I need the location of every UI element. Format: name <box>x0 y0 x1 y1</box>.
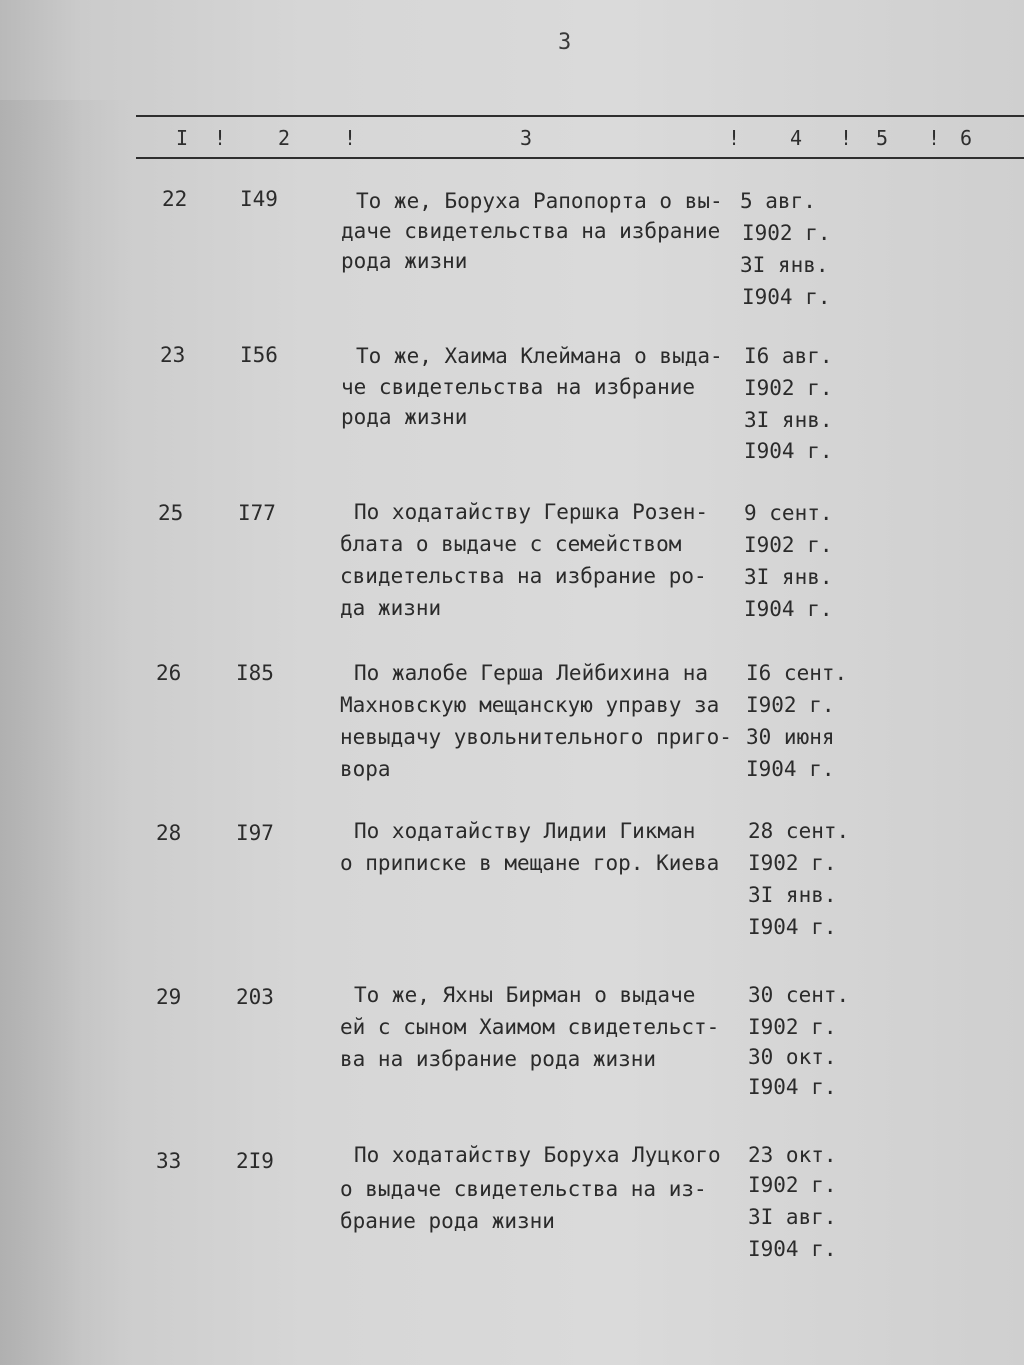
date-line: I904 г. <box>742 285 831 309</box>
file-number: I49 <box>240 187 278 211</box>
table-header-top-rule <box>136 115 1024 117</box>
row-number: 29 <box>156 985 182 1009</box>
date-line: 28 сент. <box>748 819 850 843</box>
date-line: I6 сент. <box>746 661 848 685</box>
header-separator: ! <box>928 126 941 150</box>
date-line: I904 г. <box>746 757 835 781</box>
row-number: 33 <box>156 1149 182 1173</box>
page-number: 3 <box>558 30 572 55</box>
description-line: блата о выдаче с семейством <box>340 532 682 556</box>
date-line: I902 г. <box>744 376 833 400</box>
description-line: о выдаче свидетельства на из- <box>340 1177 707 1201</box>
row-number: 26 <box>156 661 182 685</box>
row-number: 23 <box>160 343 186 367</box>
description-line: рода жизни <box>341 405 468 429</box>
header-col-3: 3 <box>520 126 533 150</box>
row-number: 28 <box>156 821 182 845</box>
description-line: По ходатайству Лидии Гикман <box>354 819 696 843</box>
date-line: I902 г. <box>744 533 833 557</box>
description-line: вора <box>340 757 391 781</box>
description-line: брание рода жизни <box>340 1209 555 1233</box>
description-line: По ходатайству Гершка Розен- <box>354 500 709 524</box>
file-number: 2I9 <box>236 1149 274 1173</box>
header-separator: ! <box>344 126 357 150</box>
description-line: свидетельства на избрание ро- <box>340 564 707 588</box>
date-line: 30 окт. <box>748 1045 837 1069</box>
header-col-2: 2 <box>278 126 291 150</box>
file-number: I56 <box>240 343 278 367</box>
file-number: I97 <box>236 821 274 845</box>
description-line: даче свидетельства на избрание <box>341 219 721 243</box>
description-line: То же, Яхны Бирман о выдаче <box>354 983 696 1007</box>
description-line: невыдачу увольнительного приго- <box>340 725 732 749</box>
date-line: I904 г. <box>744 597 833 621</box>
description-line: То же, Хаима Клеймана о выда- <box>356 344 723 368</box>
date-line: 3I янв. <box>744 408 833 432</box>
header-col-4: 4 <box>790 126 803 150</box>
row-number: 25 <box>158 501 184 525</box>
header-separator: ! <box>214 126 227 150</box>
date-line: 3I янв. <box>744 565 833 589</box>
description-line: По ходатайству Боруха Луцкого <box>354 1143 721 1167</box>
file-number: 203 <box>236 985 274 1009</box>
description-line: ва на избрание рода жизни <box>340 1047 657 1071</box>
date-line: 3I янв. <box>740 253 829 277</box>
date-line: 3I янв. <box>748 883 837 907</box>
description-line: да жизни <box>340 596 442 620</box>
date-line: 9 сент. <box>744 501 833 525</box>
date-line: I904 г. <box>748 915 837 939</box>
description-line: То же, Боруха Рапопорта о вы- <box>356 189 723 213</box>
date-line: I6 авг. <box>744 344 833 368</box>
date-line: I902 г. <box>742 221 831 245</box>
header-col-5: 5 <box>876 126 889 150</box>
description-line: По жалобе Герша Лейбихина на <box>354 661 709 685</box>
description-line: че свидетельства на избрание <box>341 375 696 399</box>
date-line: I904 г. <box>748 1237 837 1261</box>
header-col-6: 6 <box>960 126 973 150</box>
date-line: 5 авг. <box>740 189 816 213</box>
header-separator: ! <box>840 126 853 150</box>
description-line: ей с сыном Хаимом свидетельст- <box>340 1015 720 1039</box>
description-line: о приписке в мещане гор. Киева <box>340 851 720 875</box>
date-line: 30 июня <box>746 725 835 749</box>
date-line: 30 сент. <box>748 983 850 1007</box>
date-line: I902 г. <box>748 1173 837 1197</box>
file-number: I85 <box>236 661 274 685</box>
header-col-1: I <box>176 126 189 150</box>
date-line: 3I авг. <box>748 1205 837 1229</box>
date-line: 23 окт. <box>748 1143 837 1167</box>
date-line: I902 г. <box>748 1015 837 1039</box>
date-line: I902 г. <box>746 693 835 717</box>
page-shadow-edge <box>0 100 130 1365</box>
date-line: I902 г. <box>748 851 837 875</box>
description-line: рода жизни <box>341 249 468 273</box>
description-line: Махновскую мещанскую управу за <box>340 693 720 717</box>
row-number: 22 <box>162 187 188 211</box>
header-separator: ! <box>728 126 741 150</box>
file-number: I77 <box>238 501 276 525</box>
date-line: I904 г. <box>744 439 833 463</box>
date-line: I904 г. <box>748 1075 837 1099</box>
table-header-bottom-rule <box>136 157 1024 159</box>
